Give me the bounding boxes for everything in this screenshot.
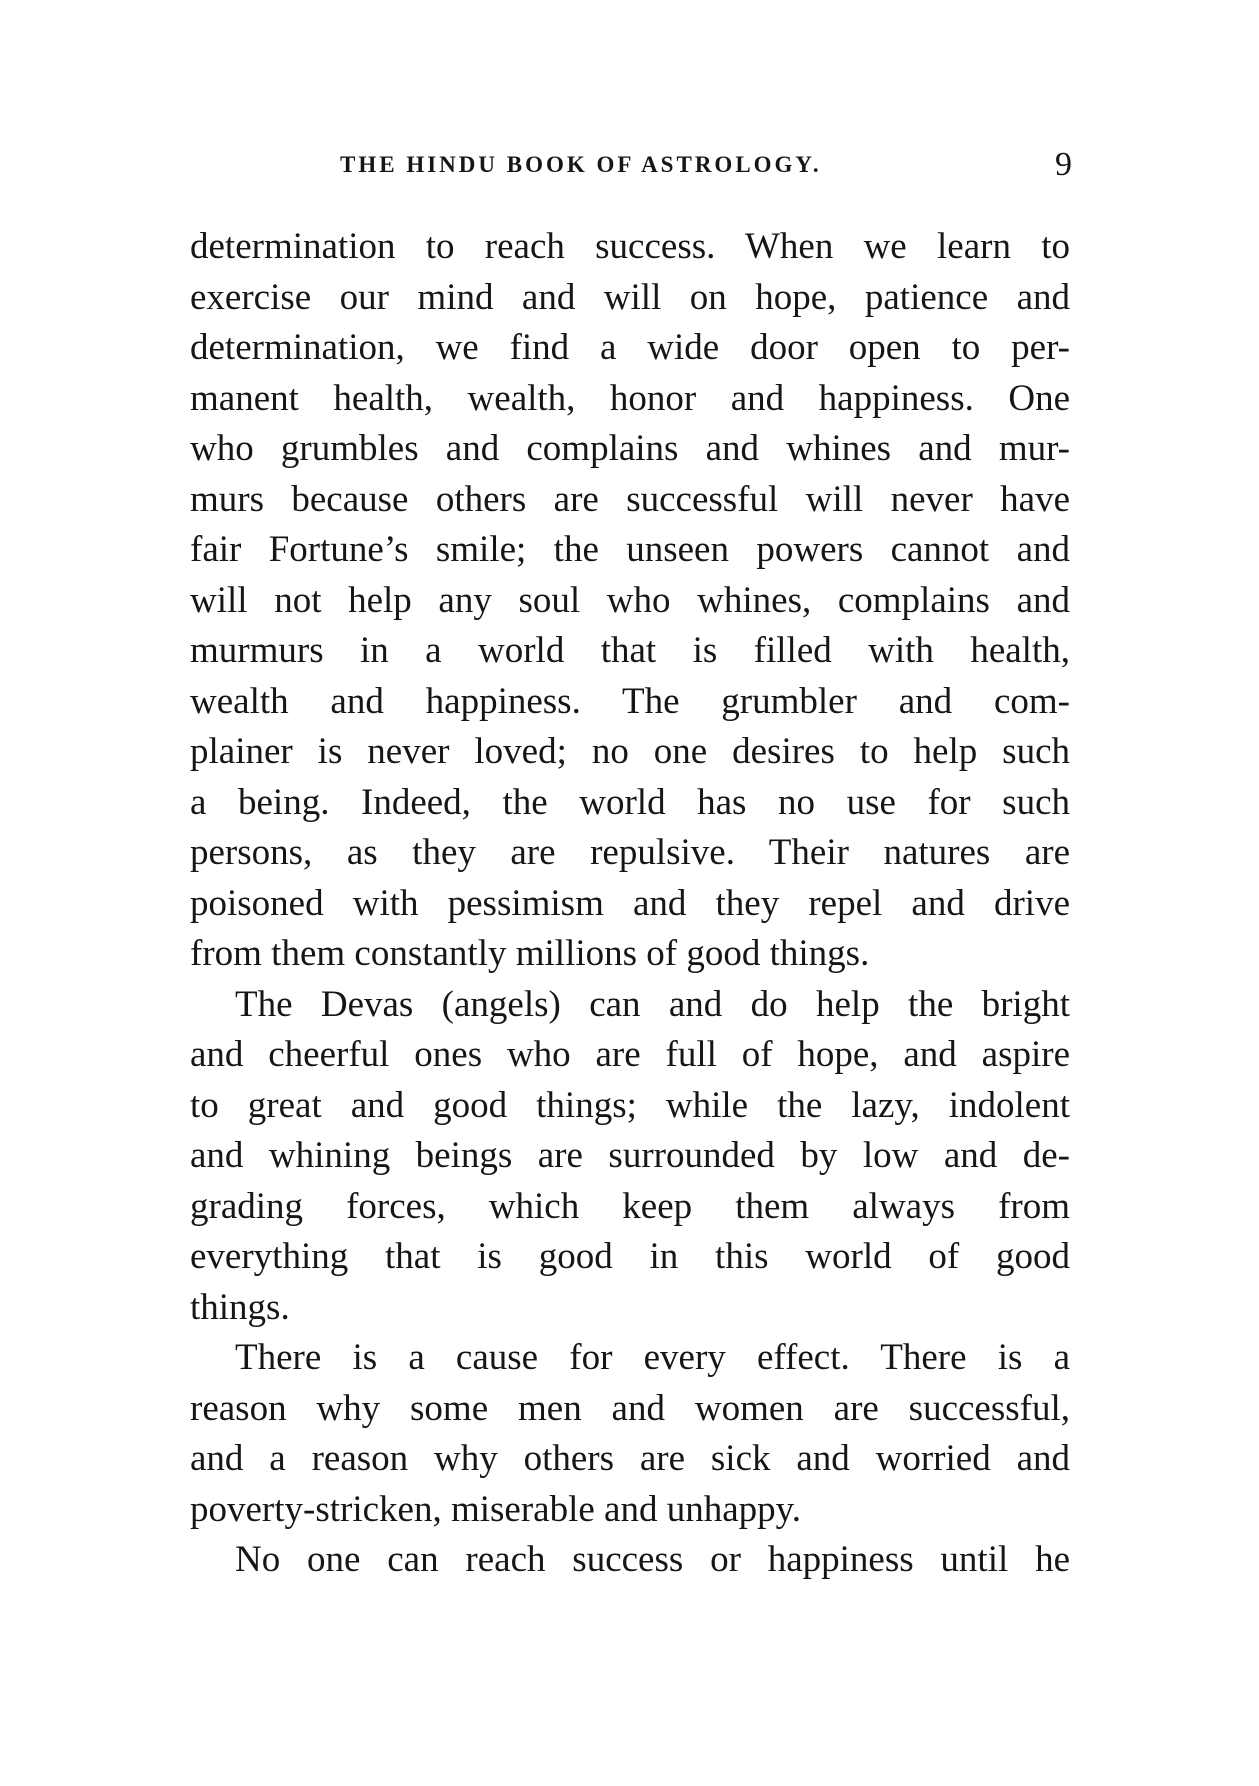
body-text	[190, 222, 1070, 1586]
text-line: grading forces, which keep them always from	[190, 1185, 1070, 1227]
paragraph-4	[190, 1535, 1070, 1586]
page-number: 9	[1055, 146, 1072, 183]
running-title: THE HINDU BOOK OF ASTROLOGY.	[340, 152, 822, 177]
text-line: manent health, wealth, honor and happiness. One	[190, 377, 1070, 419]
text-line: wealth and happiness. The grumbler and com-	[190, 680, 1070, 722]
text-line: The Devas (angels) can and do help the bright	[235, 983, 1070, 1025]
text-line: determination, we find a wide door open to per-	[190, 327, 1070, 368]
text-line: determination to reach success. When we learn to	[190, 226, 1070, 267]
text-line: will not help any soul who whines, complains and	[190, 579, 1070, 621]
text-line: and whining beings are surrounded by low and de-	[190, 1135, 1070, 1176]
text-line: murs because others are successful will never have	[190, 478, 1070, 520]
text-line: and cheerful ones who are full of hope, and aspire	[190, 1034, 1070, 1075]
text-line: There is a cause for every effect. There is a	[235, 1337, 1070, 1378]
text-line: a being. Indeed, the world has no use for such	[190, 781, 1070, 823]
paragraph-3	[190, 1333, 1070, 1535]
text-line: No one can reach success or happiness until he	[235, 1539, 1070, 1580]
text-line: to great and good things; while the lazy, indolent	[190, 1084, 1070, 1126]
text-line: and a reason why others are sick and worried and	[190, 1438, 1070, 1479]
text-line: from them constantly millions of good things.	[190, 933, 870, 974]
text-line: murmurs in a world that is filled with health,	[190, 630, 1070, 671]
text-line: things.	[190, 1286, 290, 1328]
paragraph-1	[190, 222, 1070, 980]
text-line: poverty-stricken, miserable and unhappy.	[190, 1488, 801, 1530]
running-head	[190, 146, 1072, 190]
text-line: fair Fortune’s smile; the unseen powers cannot and	[190, 529, 1070, 570]
paragraph-2	[190, 980, 1070, 1334]
text-line: everything that is good in this world of good	[190, 1236, 1070, 1277]
text-line: poisoned with pessimism and they repel and drive	[190, 882, 1070, 924]
text-line: exercise our mind and will on hope, patience and	[190, 276, 1070, 318]
text-line: plainer is never loved; no one desires to help such	[190, 731, 1070, 772]
text-line: persons, as they are repulsive. Their natures are	[190, 832, 1070, 873]
text-line: who grumbles and complains and whines and mur-	[190, 428, 1070, 469]
text-line: reason why some men and women are successful,	[190, 1387, 1070, 1429]
